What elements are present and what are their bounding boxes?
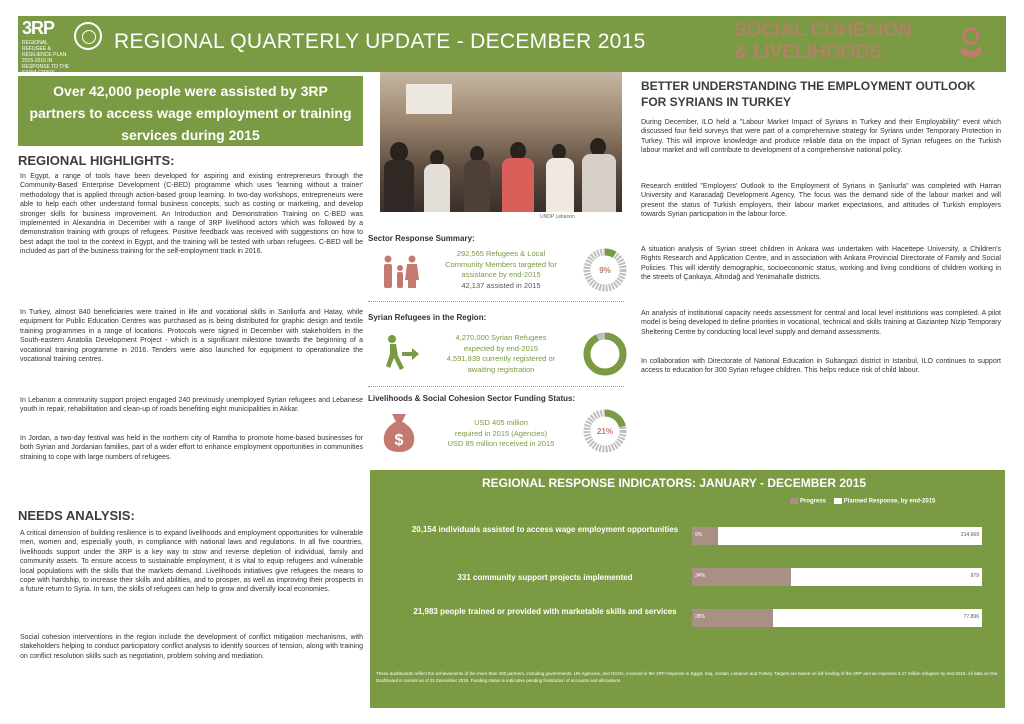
- indicator-bar-pct: 34%: [695, 573, 706, 579]
- refugees-donut: [581, 330, 629, 378]
- indicator-bar-target: 77,896: [963, 614, 979, 620]
- indicator-label: 20,154 individuals assisted to access wage employment opportunities: [411, 525, 679, 534]
- hands-icon: [958, 26, 984, 60]
- indicator-bar-pct: 28%: [695, 614, 706, 620]
- page-title: REGIONAL QUARTERLY UPDATE - DECEMBER 2015: [114, 30, 646, 53]
- summary-heading: Sector Response Summary:: [368, 234, 475, 243]
- indicator-label: 331 community support projects implemented: [457, 573, 633, 582]
- 3rp-logo: [18, 16, 110, 76]
- summary-pct-label: 9%: [599, 266, 611, 275]
- highlights-heading: REGIONAL HIGHLIGHTS:: [18, 153, 175, 168]
- highlight-egypt: In Egypt, a range of tools have been developed for aspiring and existing entrepreneurs through the Community-Based Enterprise Development (C-BED) programme which uses 'learning without a trainer' methodology that is applied through action-based group learning. In two-day workshops, entrepreneurs were able to help each other understand formal business concepts, such as costing or marketing, and develop stronger skills for business improvement. An Introduction and Demonstration Training on C-BED was implemented in Alexandria in December with a range of 3RP livelihood actors which was followed by a demonstration training with groups of refugees. Positive feedback was received with suggestions on how to best adapt the tool to the context in Egypt, and the training will be tested with urban refugees. C-BED will be included as part of the business training for the self-employment track in 2016.: [20, 173, 363, 256]
- indicator-bar: [692, 527, 982, 545]
- photo-caption: UNDP Lebanon: [540, 214, 575, 220]
- divider: [368, 301, 624, 302]
- outlook-paragraph-5: In collaboration with Directorate of National Education in Sultangazi district in Istanbul, ILO continues to support access to education for 300 Syrian refugee children. This helps reduce risk of child labour.: [641, 358, 1001, 375]
- legend-planned: Planned Response, by end-2015: [834, 498, 936, 505]
- un-emblem-icon: [74, 22, 102, 50]
- highlight-jordan: In Jordan, a two-day festival was held in the northern city of Ramtha to promote home-based businesses for both Syrian and Jordanian families, part of a wider effort to enhance employment opportunities in communities straining to cope with large numbers of refugees.: [20, 435, 363, 461]
- summary-text: 292,565 Refugees & Local Community Members targeted for assistance by end-2015 42,137 assisted in 2015: [445, 249, 557, 290]
- workshop-photo: [380, 72, 622, 212]
- outlook-heading: BETTER UNDERSTANDING THE EMPLOYMENT OUTLOOK FOR SYRIANS IN TURKEY: [641, 79, 976, 109]
- summary-donut: [581, 246, 629, 294]
- sector-title-line2: & LIVELIHOODS: [734, 42, 882, 63]
- funding-donut: [581, 407, 629, 455]
- highlight-lebanon: In Lebanon a community support project engaged 240 previously unemployed Syrian refugees and Lebanese youth in repair, rehabilitation and clean-up of roads benefiting eight municipalities in Akkar.: [20, 397, 363, 414]
- divider: [368, 386, 624, 387]
- header-banner: [18, 16, 1006, 76]
- outlook-paragraph-4: An analysis of institutional capacity needs assessment for central and local level institutions was completed. A pilot model is being developed to define priorities in vocational, technical and skills training at Gaziantep Nizip Temporary Sheltering Centre by conducting local level supply and demand assessments.: [641, 310, 1001, 336]
- svg-text:$: $: [394, 432, 404, 449]
- funding-text: USD 405 million required in 2015 (Agencies) USD 85 million received in 2015: [447, 418, 555, 448]
- needs-heading: NEEDS ANALYSIS:: [18, 508, 135, 523]
- family-icon: [380, 254, 420, 290]
- sector-title-line1: SOCIAL COHESION: [734, 20, 913, 41]
- refugees-text: 4,270,000 Syrian Refugees expected by end-2015 4,591,839 currently registered or awaiting registration: [446, 333, 556, 374]
- indicators-legend: [790, 498, 941, 505]
- outlook-paragraph-2: Research entitled "Employers' Outlook to the Employment of Syrians in Şanlıurfa" was completed with Harran University and Karacadağ Development Agency. The focus was the demand side of the labour market and will present the status of Turkish employers, their labour market expectations, and attitudes of Turkish employers towards Syrian participation in the labour force.: [641, 183, 1001, 219]
- outlook-paragraph-1: During December, ILO held a "Labour Market Impact of Syrians in Turkey and their Employability" event which discussed four field surveys that were part of a comprehensive strategy for Syrians under Temporary Protection in Turkey. This will improve knowledge and produce reliable data on the impact of Syrian refugees on the Turkish labour market and will contribute to development of a comprehensive national policy.: [641, 119, 1001, 155]
- indicator-bar-target: 214,669: [960, 532, 979, 538]
- funding-heading: Livelihoods & Social Cohesion Sector Funding Status:: [368, 394, 576, 403]
- hero-headline: Over 42,000 people were assisted by 3RP partners to access wage employment or training services during 2015: [18, 76, 363, 146]
- indicator-bar-pct: 9%: [695, 532, 703, 538]
- indicator-bar-target: 979: [970, 573, 979, 579]
- needs-paragraph-2: Social cohesion interventions in the region include the development of conflict mitigation mechanisms, with stakeholders helping to conduct participatory conflict analysis to identify sources of tension, along with training on conflict resolution skills such as negotiation, problem solving and mediation.: [20, 634, 363, 660]
- funding-pct-label: 21%: [596, 427, 614, 436]
- money-bag-icon: [380, 412, 418, 452]
- highlight-turkey: In Turkey, almost 840 beneficiaries were trained in life and vocational skills in Sanliurfa and Hatay, while equipment for Public Education Centres was purchased as is being distributed for graphic design and textile training programmes in a range of locations. Protocols were signed in December with stakeholders in the South-eastern Anatolia Development Project - which is a significant milestone towards the beginning of a vocational training programme in 2016. Tenders were also launched for equipment to operationalize the vocational training centres.: [20, 309, 363, 364]
- projector-screen: [406, 84, 452, 114]
- walking-person-icon: [380, 334, 420, 372]
- sector-title: [734, 20, 912, 64]
- needs-paragraph-1: A critical dimension of building resilience is to expand livelihoods and employment opportunities for vulnerable men, women and, especially youth, in compliance with national laws and regulations. In all five countries, livelihoods support under the 3RP is a key way to stow and reverse depletion of individual, family and community assets. To ensure access to sustainable employment, it is vital to equip refugees and vulnerable local populations with the skills that the markets demand. Livelihoods initiatives give refugees the means to cope with hardship, to increase their skills and abilities, and to prosper, as well as improving their prospects in a future return to Syria. In turn, the skills of refugees can help to grow and diversify local economies.: [20, 530, 363, 594]
- indicators-footnote: These dashboards reflect the achievements of the more than 200 partners, including governments, UN Agencies, and NGOs, involved in the 3RP response in Egypt, Iraq, Jordan, Lebanon and Turkey. Targets are based on full funding of the 3RP and an expected 4.27 million refugees by end-2015. All data on this Dashboard is current as of 31 December 2015. Funding status is indicative pending finalization of accounts and allocations.: [376, 671, 998, 683]
- refugees-heading: Syrian Refugees in the Region:: [368, 313, 487, 322]
- legend-progress: Progress: [790, 498, 826, 505]
- indicator-bar-progress: [692, 568, 791, 586]
- indicator-bar: [692, 609, 982, 627]
- indicator-bar: [692, 568, 982, 586]
- indicators-heading: REGIONAL RESPONSE INDICATORS: JANUARY - DECEMBER 2015: [482, 476, 867, 490]
- logo-subtext: REGIONAL REFUGEE & RESILIENCE PLAN 2015-2016 IN RESPONSE TO THE SYRIA CRISIS: [22, 40, 70, 76]
- refugees-pct-label: 93%: [596, 350, 614, 359]
- outlook-paragraph-3: A situation analysis of Syrian street children in Ankara was undertaken with Hacettepe University, a Children's Rights Research and Application Centre, and in association with Ankara Provincial Directorate of Family and Social Policies. This will identify demographic, socioeconomic status, working and living conditions of children working in the streets of Çankaya, Altındağ and Yenimahalle districts.: [641, 246, 1001, 282]
- indicator-label: 21,983 people trained or provided with marketable skills and services: [413, 607, 677, 616]
- logo-text: 3RP: [22, 18, 55, 38]
- indicators-panel: [370, 470, 1005, 708]
